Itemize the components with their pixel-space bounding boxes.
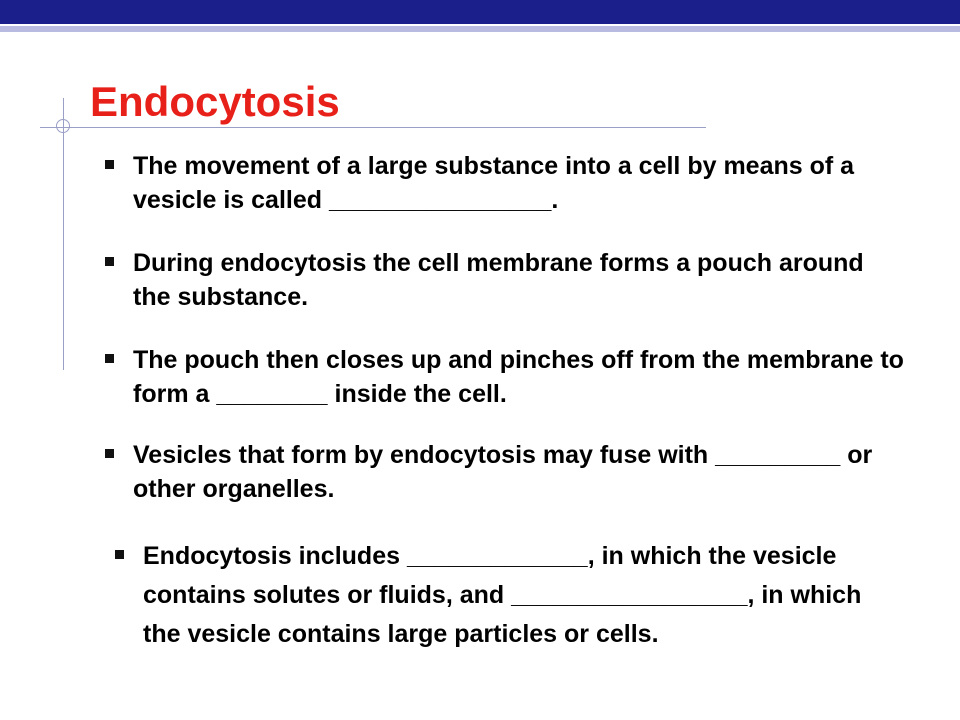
bullet-item [133, 438, 893, 506]
decorative-horizontal-line [40, 127, 706, 128]
bullet-item [133, 246, 893, 314]
header-accent-stripe [0, 24, 960, 32]
square-bullet-icon [115, 550, 124, 559]
bullet-text: Vesicles that form by endocytosis may fuse with _________ or other organelles. [133, 441, 873, 503]
bullet-text: Endocytosis includes _____________, in which the vesicle contains solutes or fluids, and _________________, in which the vesicle contains large particles or cells. [143, 542, 862, 648]
bullet-item [133, 149, 893, 217]
crosshair-circle-icon [56, 119, 70, 133]
bullet-item [133, 343, 913, 411]
square-bullet-icon [105, 257, 114, 266]
bullet-item [143, 537, 883, 654]
bullet-text: The pouch then closes up and pinches off from the membrane to form a ________ inside the cell. [133, 346, 904, 408]
bullet-text: The movement of a large substance into a cell by means of a vesicle is called ________________. [133, 152, 855, 214]
square-bullet-icon [105, 354, 114, 363]
square-bullet-icon [105, 160, 114, 169]
decorative-vertical-line [63, 98, 64, 370]
square-bullet-icon [105, 449, 114, 458]
slide-title: Endocytosis [90, 78, 340, 125]
top-header-bar [0, 0, 960, 24]
bullet-text: During endocytosis the cell membrane forms a pouch around the substance. [133, 249, 864, 311]
